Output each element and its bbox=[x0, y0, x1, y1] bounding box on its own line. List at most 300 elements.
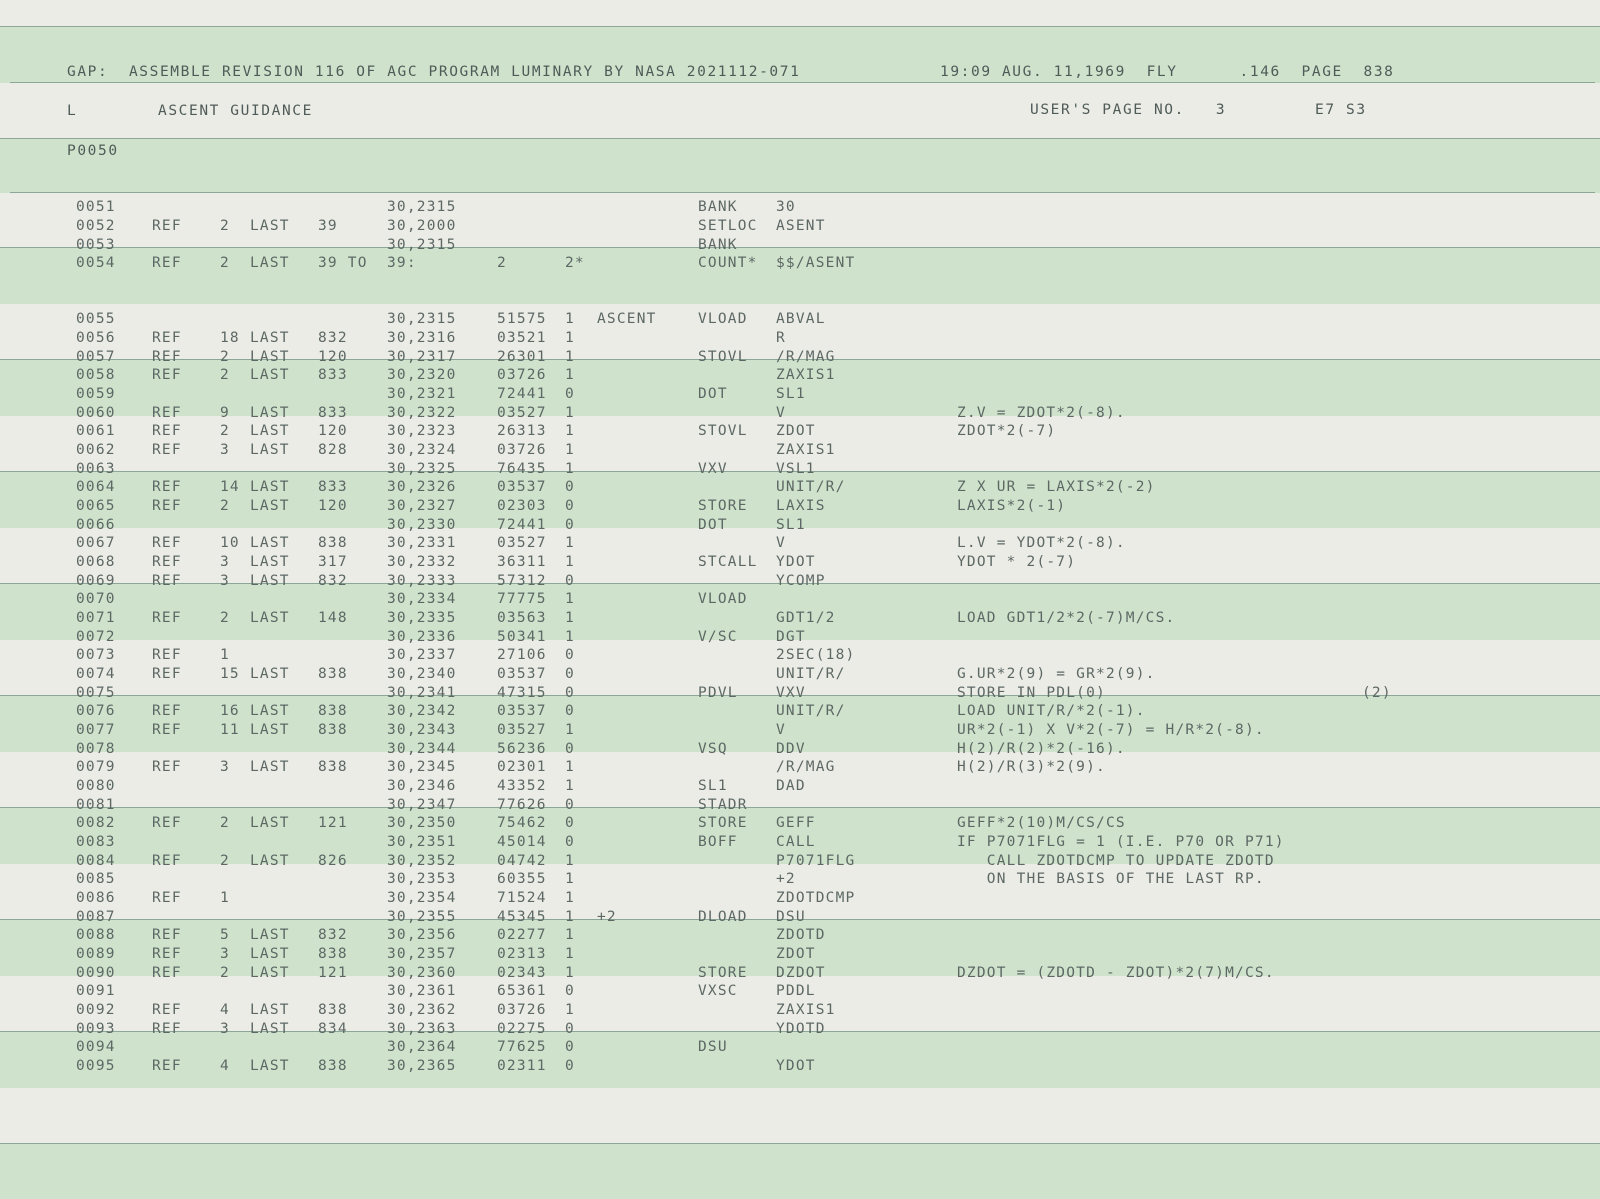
operand: DDV bbox=[776, 741, 806, 757]
operand: V bbox=[776, 405, 786, 421]
ref-keyword: REF bbox=[152, 535, 182, 551]
address: 30,2000 bbox=[387, 218, 457, 234]
parity-bit: 1 bbox=[565, 1002, 575, 1018]
parity-bit: 0 bbox=[565, 386, 575, 402]
last-keyword: LAST bbox=[250, 535, 290, 551]
operand: ZAXIS1 bbox=[776, 1002, 836, 1018]
operand: /R/MAG bbox=[776, 759, 836, 775]
last-keyword: LAST bbox=[250, 255, 290, 271]
ref-keyword: REF bbox=[152, 330, 182, 346]
band-9 bbox=[0, 1143, 1600, 1199]
parity-bit: 0 bbox=[565, 1058, 575, 1074]
last-keyword: LAST bbox=[250, 367, 290, 383]
line-number: 0086 bbox=[76, 890, 116, 906]
last-page: 148 bbox=[318, 610, 348, 626]
comment: Z X UR = LAXIS*2(-2) bbox=[957, 479, 1156, 495]
ref-keyword: REF bbox=[152, 573, 182, 589]
last-page: 120 bbox=[318, 498, 348, 514]
last-keyword: LAST bbox=[250, 722, 290, 738]
address: 30,2346 bbox=[387, 778, 457, 794]
last-page: 838 bbox=[318, 722, 348, 738]
address: 30,2347 bbox=[387, 797, 457, 813]
comment: LOAD UNIT/R/*2(-1). bbox=[957, 703, 1146, 719]
ref-count: 2 bbox=[220, 218, 230, 234]
last-keyword: LAST bbox=[250, 815, 290, 831]
comment: L.V = YDOT*2(-8). bbox=[957, 535, 1126, 551]
ref-count: 16 bbox=[220, 703, 240, 719]
last-keyword: LAST bbox=[250, 554, 290, 570]
line-number: 0060 bbox=[76, 405, 116, 421]
address: 30,2354 bbox=[387, 890, 457, 906]
last-page: 832 bbox=[318, 927, 348, 943]
octal-word: 03527 bbox=[497, 722, 547, 738]
ref-count: 11 bbox=[220, 722, 240, 738]
last-keyword: LAST bbox=[250, 946, 290, 962]
parity-bit: 1 bbox=[565, 311, 575, 327]
operand: VXV bbox=[776, 685, 806, 701]
operand: DSU bbox=[776, 909, 806, 925]
octal-word: 26313 bbox=[497, 423, 547, 439]
ref-count: 4 bbox=[220, 1058, 230, 1074]
parity-bit: 1 bbox=[565, 946, 575, 962]
line-number: 0067 bbox=[76, 535, 116, 551]
operand: YDOTD bbox=[776, 1021, 826, 1037]
operand: YDOT bbox=[776, 554, 816, 570]
line-number: 0085 bbox=[76, 871, 116, 887]
header-line-left: GAP: ASSEMBLE REVISION 116 OF AGC PROGRAM LUMINARY BY NASA 2021112-071 bbox=[67, 64, 801, 80]
operand: P7071FLG bbox=[776, 853, 856, 869]
ref-count: 2 bbox=[220, 423, 230, 439]
address: 30,2323 bbox=[387, 423, 457, 439]
last-page: 838 bbox=[318, 535, 348, 551]
ref-keyword: REF bbox=[152, 815, 182, 831]
ref-count: 18 bbox=[220, 330, 240, 346]
address: 30,2362 bbox=[387, 1002, 457, 1018]
last-page: 834 bbox=[318, 1021, 348, 1037]
operand: R bbox=[776, 330, 786, 346]
operand: ZDOT bbox=[776, 946, 816, 962]
last-page: 833 bbox=[318, 367, 348, 383]
opcode: STORE bbox=[698, 498, 748, 514]
listing-row bbox=[0, 759, 1600, 778]
last-page: 832 bbox=[318, 573, 348, 589]
line-number: 0070 bbox=[76, 591, 116, 607]
parity-bit: 1 bbox=[565, 778, 575, 794]
ref-keyword: REF bbox=[152, 442, 182, 458]
operand: V bbox=[776, 535, 786, 551]
operand: /R/MAG bbox=[776, 349, 836, 365]
parity-bit: 0 bbox=[565, 498, 575, 514]
rule-bottom-2 bbox=[10, 192, 1595, 193]
parity-bit: 1 bbox=[565, 909, 575, 925]
last-keyword: LAST bbox=[250, 703, 290, 719]
octal-word: 71524 bbox=[497, 890, 547, 906]
comment: CALL ZDOTDCMP TO UPDATE ZDOTD bbox=[957, 853, 1275, 869]
address: 30,2365 bbox=[387, 1058, 457, 1074]
opcode: BANK bbox=[698, 237, 738, 253]
listing-row bbox=[0, 927, 1600, 946]
opcode: STADR bbox=[698, 797, 748, 813]
parity-bit: 0 bbox=[565, 647, 575, 663]
address: 30,2344 bbox=[387, 741, 457, 757]
parity-bit: 1 bbox=[565, 890, 575, 906]
last-page: 39 TO bbox=[318, 255, 368, 271]
comment: H(2)/R(3)*2(9). bbox=[957, 759, 1106, 775]
parity-bit: 1 bbox=[565, 349, 575, 365]
address: 30,2333 bbox=[387, 573, 457, 589]
ref-count: 9 bbox=[220, 405, 230, 421]
address: 30,2330 bbox=[387, 517, 457, 533]
operand: ZAXIS1 bbox=[776, 442, 836, 458]
ref-keyword: REF bbox=[152, 349, 182, 365]
last-keyword: LAST bbox=[250, 498, 290, 514]
parity-bit: 1 bbox=[565, 965, 575, 981]
operand: ABVAL bbox=[776, 311, 826, 327]
line-number: 0056 bbox=[76, 330, 116, 346]
parity-bit: 0 bbox=[565, 1021, 575, 1037]
operand: UNIT/R/ bbox=[776, 703, 846, 719]
line-number: 0089 bbox=[76, 946, 116, 962]
operand: GEFF bbox=[776, 815, 816, 831]
comment: ON THE BASIS OF THE LAST RP. bbox=[957, 871, 1265, 887]
opcode: DSU bbox=[698, 1039, 728, 1055]
line-number: 0073 bbox=[76, 647, 116, 663]
ref-count: 2 bbox=[220, 815, 230, 831]
last-keyword: LAST bbox=[250, 423, 290, 439]
ref-count: 2 bbox=[220, 498, 230, 514]
octal-word: 26301 bbox=[497, 349, 547, 365]
operand: 2SEC(18) bbox=[776, 647, 856, 663]
listing-row bbox=[0, 423, 1600, 442]
opcode: SETLOC bbox=[698, 218, 758, 234]
parity-bit: 0 bbox=[565, 517, 575, 533]
octal-word: 72441 bbox=[497, 386, 547, 402]
listing-row bbox=[0, 405, 1600, 424]
octal-word: 03726 bbox=[497, 442, 547, 458]
comment: DZDOT = (ZDOTD - ZDOT)*2(7)M/CS. bbox=[957, 965, 1275, 981]
address: 30,2334 bbox=[387, 591, 457, 607]
address: 30,2352 bbox=[387, 853, 457, 869]
rule-bottom bbox=[10, 82, 1595, 83]
line-number: 0051 bbox=[76, 199, 116, 215]
ref-count: 3 bbox=[220, 573, 230, 589]
last-page: 832 bbox=[318, 330, 348, 346]
parity-bit: 1 bbox=[565, 591, 575, 607]
ref-keyword: REF bbox=[152, 554, 182, 570]
listing-row bbox=[0, 442, 1600, 461]
header-line-right: 19:09 AUG. 11,1969 FLY .146 PAGE 838 bbox=[940, 64, 1395, 80]
operand: ZDOT bbox=[776, 423, 816, 439]
parity-bit: 1 bbox=[565, 927, 575, 943]
last-keyword: LAST bbox=[250, 965, 290, 981]
octal-word: 03537 bbox=[497, 666, 547, 682]
ref-keyword: REF bbox=[152, 405, 182, 421]
listing-row bbox=[0, 554, 1600, 573]
last-page: 833 bbox=[318, 479, 348, 495]
listing-row bbox=[0, 685, 1600, 704]
ref-keyword: REF bbox=[152, 703, 182, 719]
operand: PDDL bbox=[776, 983, 816, 999]
section-code: E7 S3 bbox=[1315, 102, 1367, 118]
last-page: 838 bbox=[318, 946, 348, 962]
ref-count: 3 bbox=[220, 1021, 230, 1037]
octal-word: 03563 bbox=[497, 610, 547, 626]
opcode: BANK bbox=[698, 199, 738, 215]
listing-row bbox=[0, 722, 1600, 741]
address: 30,2327 bbox=[387, 498, 457, 514]
octal-word: 50341 bbox=[497, 629, 547, 645]
listing-row bbox=[0, 479, 1600, 498]
address: 30,2336 bbox=[387, 629, 457, 645]
last-page: 838 bbox=[318, 666, 348, 682]
address: 30,2360 bbox=[387, 965, 457, 981]
listing-row bbox=[0, 535, 1600, 554]
line-number: 0088 bbox=[76, 927, 116, 943]
opcode: SL1 bbox=[698, 778, 728, 794]
address: 30,2326 bbox=[387, 479, 457, 495]
listing-row bbox=[0, 573, 1600, 592]
octal-word: 27106 bbox=[497, 647, 547, 663]
line-number: 0075 bbox=[76, 685, 116, 701]
line-number: 0094 bbox=[76, 1039, 116, 1055]
last-keyword: LAST bbox=[250, 218, 290, 234]
line-number: 0077 bbox=[76, 722, 116, 738]
octal-word: 02343 bbox=[497, 965, 547, 981]
listing-row bbox=[0, 629, 1600, 648]
listing-row bbox=[0, 367, 1600, 386]
label: +2 bbox=[597, 909, 617, 925]
octal-word: 02275 bbox=[497, 1021, 547, 1037]
listing-row bbox=[0, 237, 1600, 256]
listing-row bbox=[0, 1039, 1600, 1058]
address: 30,2357 bbox=[387, 946, 457, 962]
line-number: 0064 bbox=[76, 479, 116, 495]
opcode: BOFF bbox=[698, 834, 738, 850]
line-number: 0074 bbox=[76, 666, 116, 682]
band-page-id bbox=[0, 138, 1600, 193]
operand: UNIT/R/ bbox=[776, 479, 846, 495]
listing-row bbox=[0, 815, 1600, 834]
opcode: STORE bbox=[698, 815, 748, 831]
last-page: 838 bbox=[318, 1002, 348, 1018]
operand: YCOMP bbox=[776, 573, 826, 589]
ref-count: 2 bbox=[220, 349, 230, 365]
ref-count: 1 bbox=[220, 890, 230, 906]
address: 30,2364 bbox=[387, 1039, 457, 1055]
octal-word: 72441 bbox=[497, 517, 547, 533]
line-number: 0066 bbox=[76, 517, 116, 533]
address: 30,2341 bbox=[387, 685, 457, 701]
line-number: 0059 bbox=[76, 386, 116, 402]
octal-word: 56236 bbox=[497, 741, 547, 757]
address: 30,2363 bbox=[387, 1021, 457, 1037]
last-keyword: LAST bbox=[250, 442, 290, 458]
address: 30,2337 bbox=[387, 647, 457, 663]
opcode: DOT bbox=[698, 517, 728, 533]
line-number: 0053 bbox=[76, 237, 116, 253]
line-number: 0082 bbox=[76, 815, 116, 831]
octal-word: 02311 bbox=[497, 1058, 547, 1074]
operand: ZDOTD bbox=[776, 927, 826, 943]
operand: ZDOTDCMP bbox=[776, 890, 856, 906]
octal-word: 02301 bbox=[497, 759, 547, 775]
last-keyword: LAST bbox=[250, 1058, 290, 1074]
octal-word: 51575 bbox=[497, 311, 547, 327]
address: 30,2331 bbox=[387, 535, 457, 551]
ref-count: 10 bbox=[220, 535, 240, 551]
listing-row bbox=[0, 890, 1600, 909]
ref-keyword: REF bbox=[152, 759, 182, 775]
address: 30,2320 bbox=[387, 367, 457, 383]
parity-bit: 1 bbox=[565, 367, 575, 383]
ref-count: 2 bbox=[220, 255, 230, 271]
label: ASCENT bbox=[597, 311, 657, 327]
octal-word: 36311 bbox=[497, 554, 547, 570]
ref-keyword: REF bbox=[152, 890, 182, 906]
octal-word: 03726 bbox=[497, 1002, 547, 1018]
opcode: STCALL bbox=[698, 554, 758, 570]
parity-bit: 1 bbox=[565, 871, 575, 887]
parity-bit: 1 bbox=[565, 722, 575, 738]
last-keyword: LAST bbox=[250, 853, 290, 869]
last-keyword: LAST bbox=[250, 666, 290, 682]
operand: +2 bbox=[776, 871, 796, 887]
operand: SL1 bbox=[776, 386, 806, 402]
opcode: DOT bbox=[698, 386, 728, 402]
operand: DZDOT bbox=[776, 965, 826, 981]
ref-keyword: REF bbox=[152, 498, 182, 514]
address: 30,2324 bbox=[387, 442, 457, 458]
listing-row bbox=[0, 1021, 1600, 1040]
octal-word: 77626 bbox=[497, 797, 547, 813]
last-page: 39 bbox=[318, 218, 338, 234]
line-number: 0093 bbox=[76, 1021, 116, 1037]
octal-word: 02313 bbox=[497, 946, 547, 962]
listing-row bbox=[0, 218, 1600, 237]
listing-row bbox=[0, 349, 1600, 368]
parity-bit: 0 bbox=[565, 741, 575, 757]
comment: GEFF*2(10)M/CS/CS bbox=[957, 815, 1126, 831]
last-keyword: LAST bbox=[250, 330, 290, 346]
address: 39: bbox=[387, 255, 417, 271]
line-number: 0079 bbox=[76, 759, 116, 775]
parity-bit: 1 bbox=[565, 535, 575, 551]
line-number: 0072 bbox=[76, 629, 116, 645]
line-number: 0062 bbox=[76, 442, 116, 458]
line-number: 0068 bbox=[76, 554, 116, 570]
ref-count: 3 bbox=[220, 759, 230, 775]
octal-word: 2 bbox=[497, 255, 507, 271]
line-number: 0061 bbox=[76, 423, 116, 439]
opcode: DLOAD bbox=[698, 909, 748, 925]
octal-word: 47315 bbox=[497, 685, 547, 701]
users-page-number: USER'S PAGE NO. 3 bbox=[1030, 102, 1227, 118]
comment: LOAD GDT1/2*2(-7)M/CS. bbox=[957, 610, 1176, 626]
line-number: 0065 bbox=[76, 498, 116, 514]
last-page: 833 bbox=[318, 405, 348, 421]
last-page: 826 bbox=[318, 853, 348, 869]
address: 30,2353 bbox=[387, 871, 457, 887]
ref-count: 1 bbox=[220, 647, 230, 663]
octal-word: 04742 bbox=[497, 853, 547, 869]
last-keyword: LAST bbox=[250, 349, 290, 365]
parity-bit: 1 bbox=[565, 461, 575, 477]
address: 30,2315 bbox=[387, 199, 457, 215]
parity-bit: 1 bbox=[565, 554, 575, 570]
listing-row bbox=[0, 946, 1600, 965]
listing-row bbox=[0, 853, 1600, 872]
operand: LAXIS bbox=[776, 498, 826, 514]
comment: YDOT * 2(-7) bbox=[957, 554, 1077, 570]
line-number: 0080 bbox=[76, 778, 116, 794]
ref-count: 3 bbox=[220, 946, 230, 962]
line-number: 0069 bbox=[76, 573, 116, 589]
octal-word: 45014 bbox=[497, 834, 547, 850]
operand: DAD bbox=[776, 778, 806, 794]
opcode: VXV bbox=[698, 461, 728, 477]
parity-bit: 1 bbox=[565, 405, 575, 421]
opcode: VLOAD bbox=[698, 311, 748, 327]
ref-keyword: REF bbox=[152, 946, 182, 962]
operand: 30 bbox=[776, 199, 796, 215]
operand: V bbox=[776, 722, 786, 738]
comment: G.UR*2(9) = GR*2(9). bbox=[957, 666, 1156, 682]
section-title: ASCENT GUIDANCE bbox=[158, 103, 313, 119]
operand: ZAXIS1 bbox=[776, 367, 836, 383]
listing-row bbox=[0, 461, 1600, 480]
opcode: PDVL bbox=[698, 685, 738, 701]
octal-word: 77775 bbox=[497, 591, 547, 607]
comment: ZDOT*2(-7) bbox=[957, 423, 1057, 439]
address: 30,2321 bbox=[387, 386, 457, 402]
octal-word: 60355 bbox=[497, 871, 547, 887]
line-number: 0063 bbox=[76, 461, 116, 477]
last-keyword: LAST bbox=[250, 573, 290, 589]
parity-bit: 0 bbox=[565, 834, 575, 850]
octal-word: 03537 bbox=[497, 703, 547, 719]
parity-bit: 1 bbox=[565, 442, 575, 458]
octal-word: 03527 bbox=[497, 405, 547, 421]
line-number: 0055 bbox=[76, 311, 116, 327]
ref-keyword: REF bbox=[152, 479, 182, 495]
octal-word: 02303 bbox=[497, 498, 547, 514]
section-letter: L bbox=[67, 103, 78, 119]
octal-word: 57312 bbox=[497, 573, 547, 589]
ref-keyword: REF bbox=[152, 1002, 182, 1018]
last-page: 317 bbox=[318, 554, 348, 570]
octal-word: 65361 bbox=[497, 983, 547, 999]
address: 30,2355 bbox=[387, 909, 457, 925]
listing-row bbox=[0, 666, 1600, 685]
listing-row bbox=[0, 199, 1600, 218]
last-keyword: LAST bbox=[250, 759, 290, 775]
last-keyword: LAST bbox=[250, 610, 290, 626]
comment: LAXIS*2(-1) bbox=[957, 498, 1067, 514]
line-number: 0057 bbox=[76, 349, 116, 365]
address: 30,2325 bbox=[387, 461, 457, 477]
listing-row bbox=[0, 311, 1600, 330]
comment: Z.V = ZDOT*2(-8). bbox=[957, 405, 1126, 421]
ref-keyword: REF bbox=[152, 927, 182, 943]
operand: VSL1 bbox=[776, 461, 816, 477]
opcode: STOVL bbox=[698, 423, 748, 439]
last-keyword: LAST bbox=[250, 1021, 290, 1037]
octal-word: 77625 bbox=[497, 1039, 547, 1055]
ref-count: 3 bbox=[220, 442, 230, 458]
line-number: 0081 bbox=[76, 797, 116, 813]
address: 30,2351 bbox=[387, 834, 457, 850]
ref-count: 4 bbox=[220, 1002, 230, 1018]
